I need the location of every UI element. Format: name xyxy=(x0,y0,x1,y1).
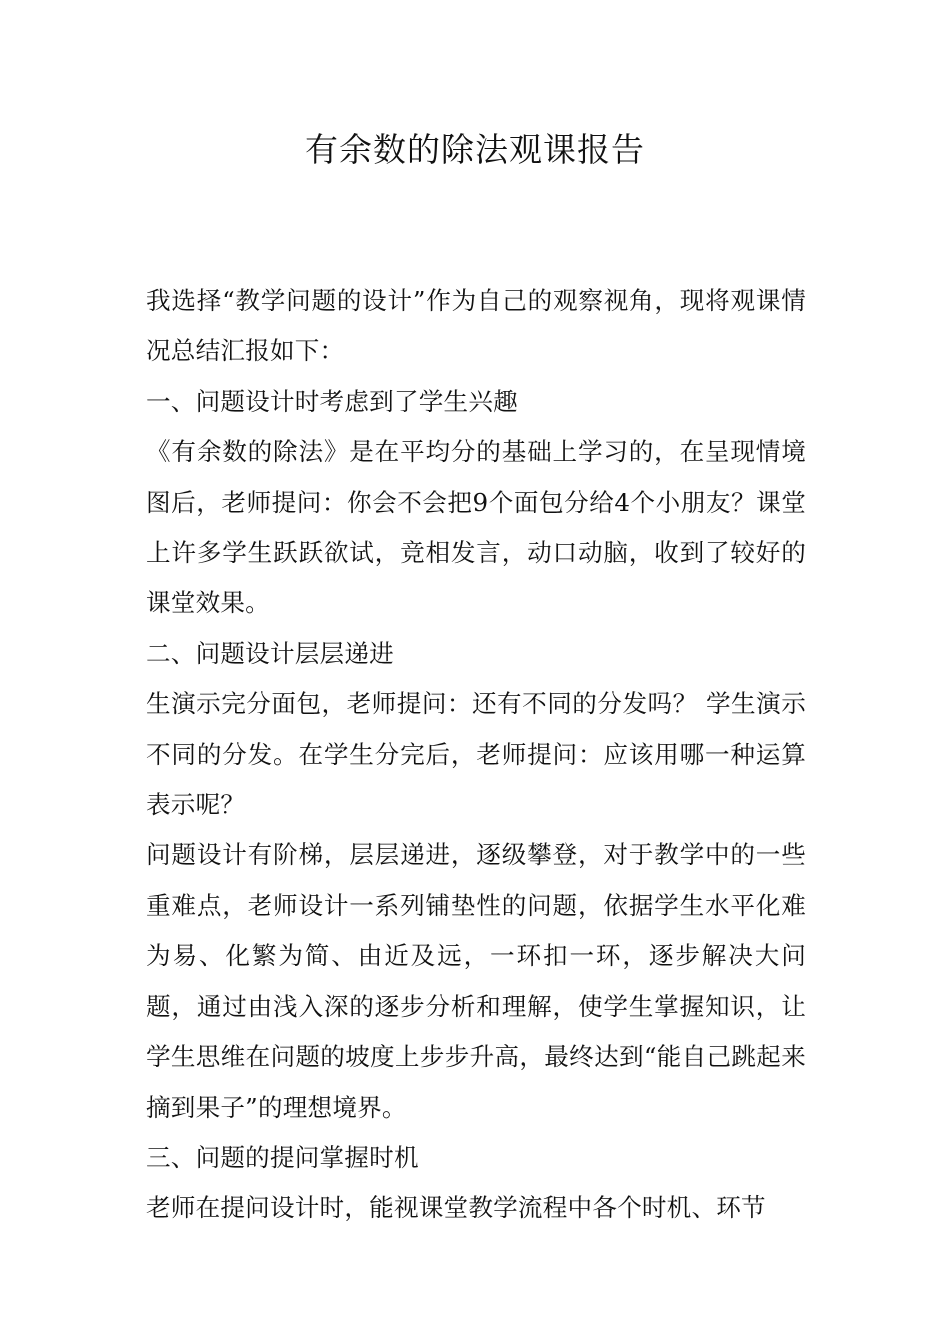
section-heading-3: 三、问题的提问掌握时机 xyxy=(146,1142,419,1172)
intro-paragraph: 我选择“教学问题的设计”作为自己的观察视角，现将观课情况总结汇报如下： xyxy=(146,286,806,366)
section-heading-1: 一、问题设计时考虑到了学生兴趣 xyxy=(146,386,518,416)
document-body xyxy=(146,276,806,1234)
section-3-paragraph: 老师在提问设计时，能视课堂教学流程中各个时机、环节 xyxy=(146,1193,766,1223)
section-2-paragraph-2: 问题设计有阶梯，层层递进，逐级攀登，对于教学中的一些重难点，老师设计一系列铺垫性的问题，依据学生水平化难为易、化繁为简、由近及远，一环扣一环，逐步解决大问题，通过由浅入深的逐步分析和理解，使学生掌握知识，让学生思维在问题的坡度上步步升高，最终达到“能自己跳起来摘到果子”的理想境界。 xyxy=(146,840,806,1122)
section-2-paragraph-1: 生演示完分面包，老师提问：还有不同的分发吗？ 学生演示不同的分发。在学生分完后，老师提问：应该用哪一种运算表示呢？ xyxy=(146,689,806,820)
section-1-paragraph: 《有余数的除法》是在平均分的基础上学习的，在呈现情境图后，老师提问：你会不会把9个面包分给4个小朋友？课堂上许多学生跃跃欲试，竞相发言，动口动脑，收到了较好的课堂效果。 xyxy=(146,437,806,618)
section-heading-2: 二、问题设计层层递进 xyxy=(146,638,394,668)
document-title: 有余数的除法观课报告 xyxy=(305,130,645,169)
